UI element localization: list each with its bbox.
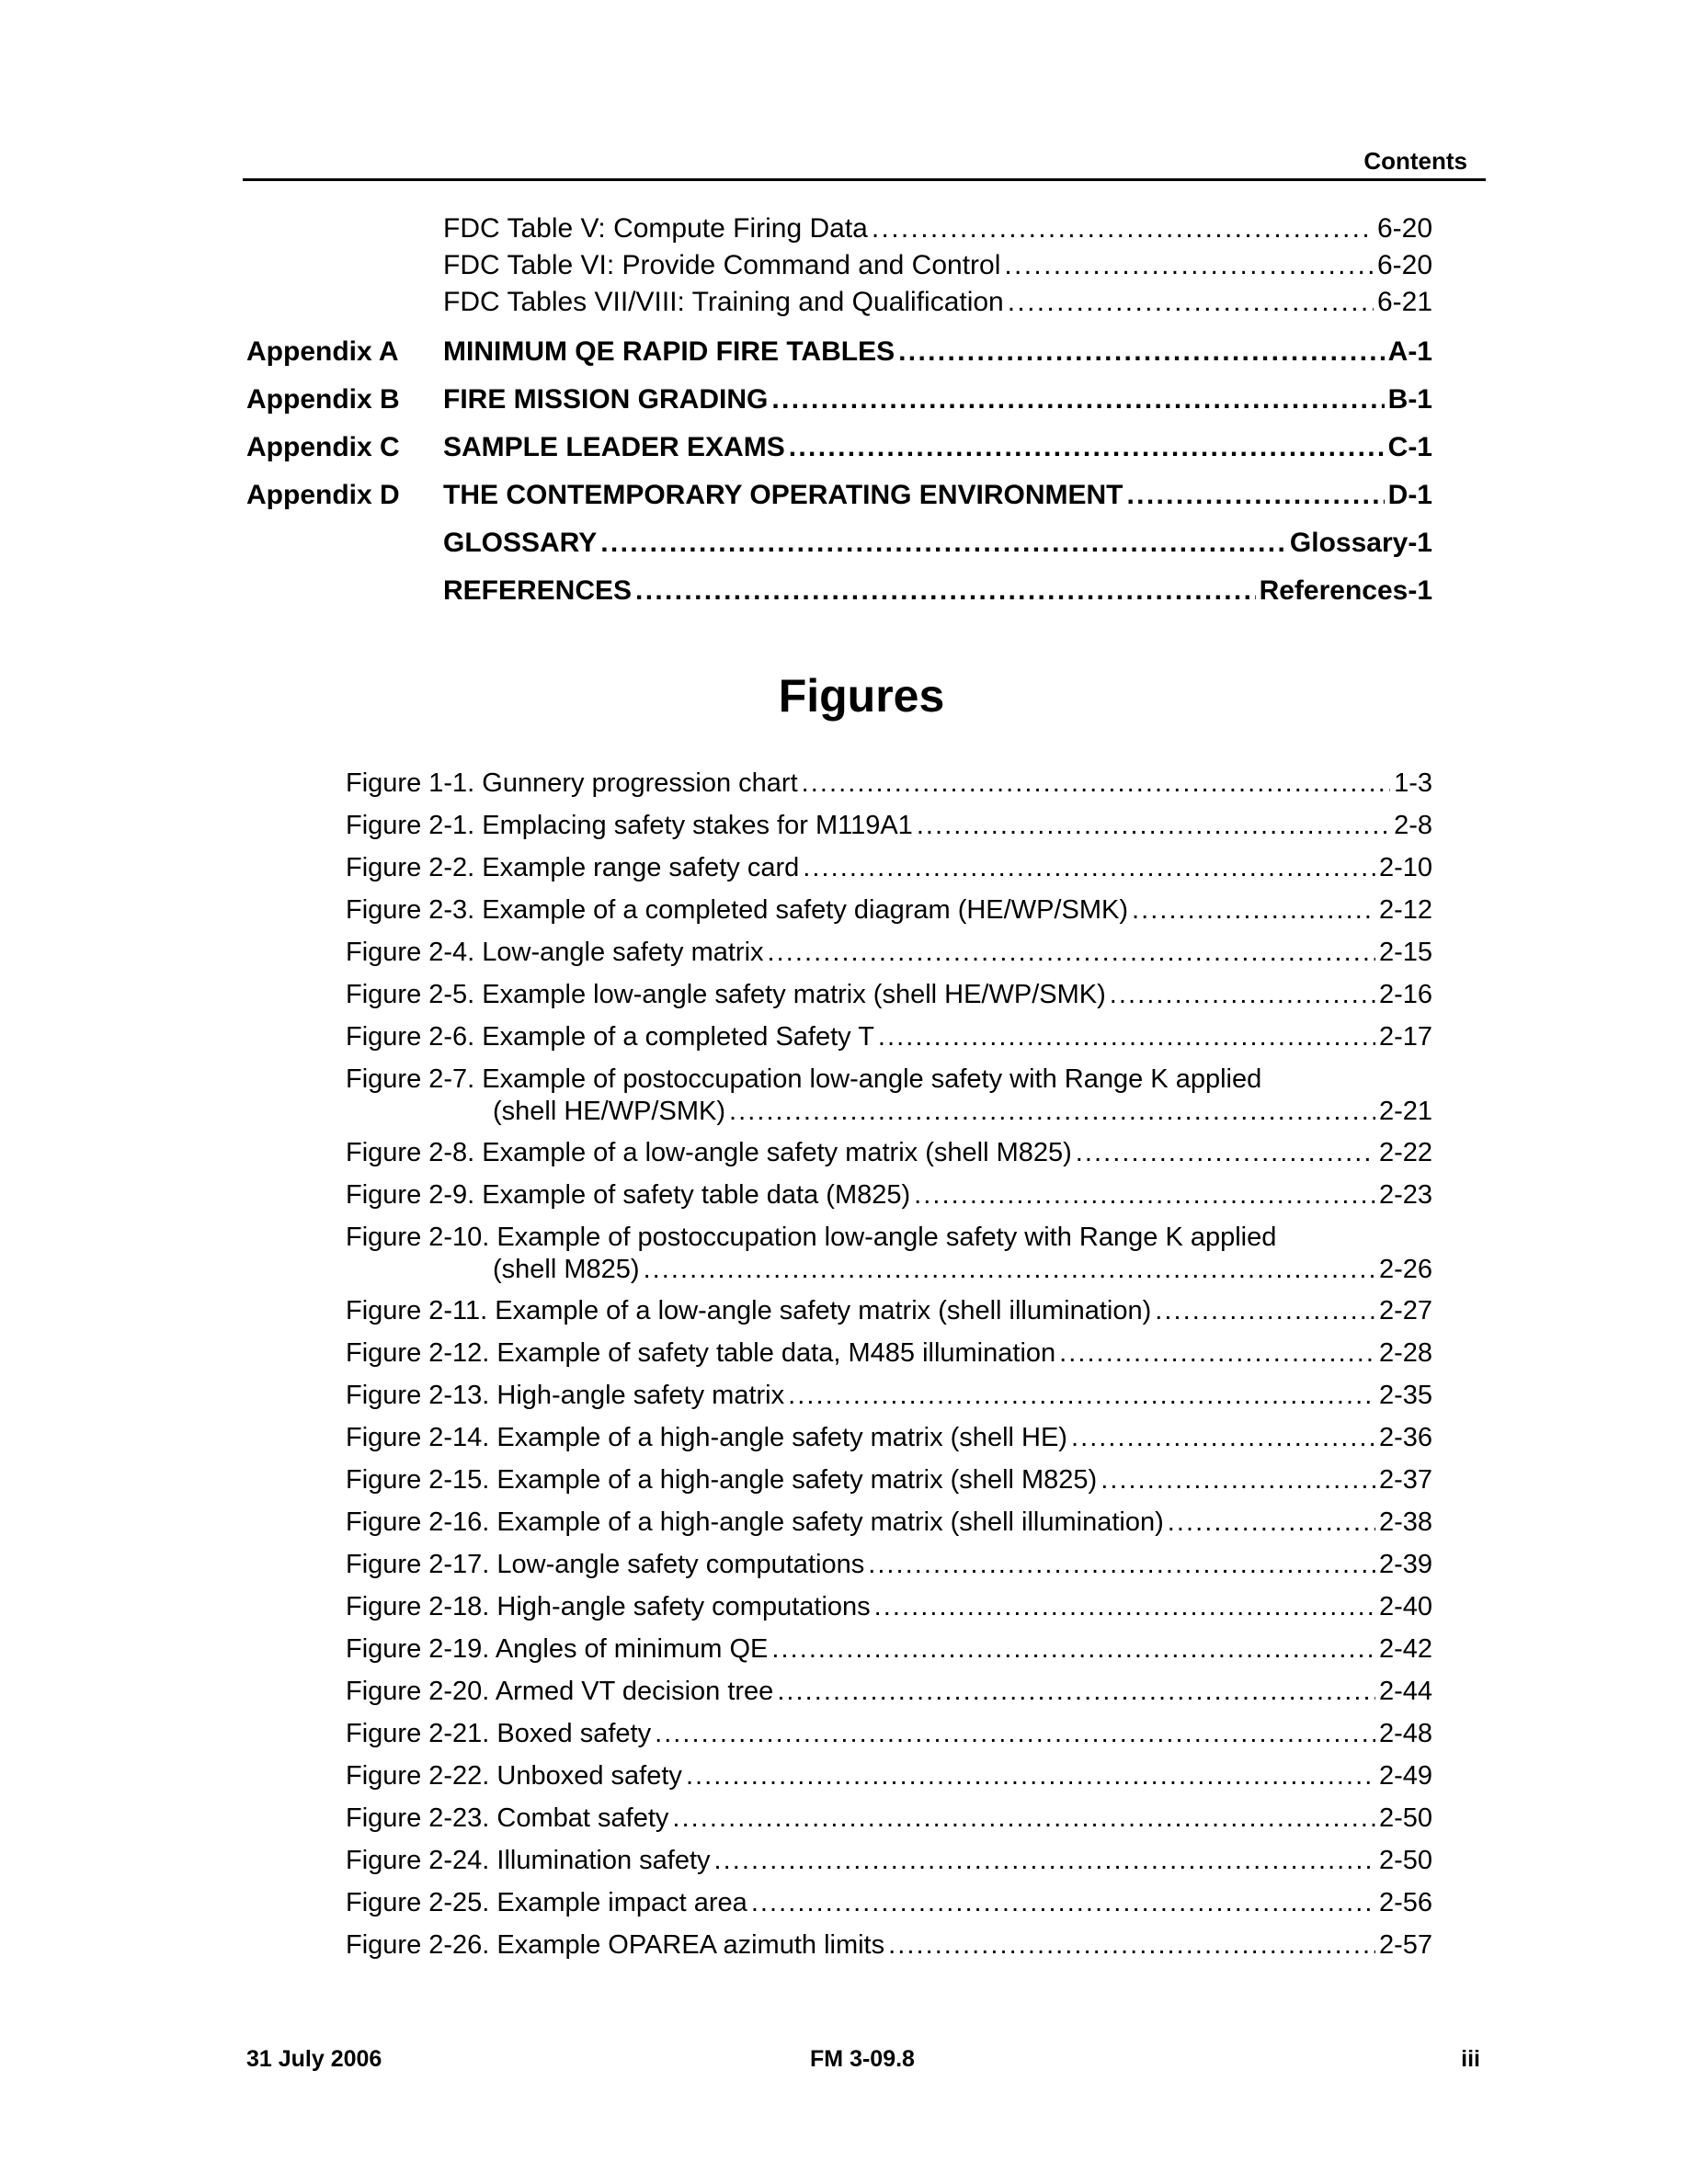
figure-entry-page: 2-48 xyxy=(1378,1719,1432,1748)
toc-entry-page: Glossary-1 xyxy=(1289,528,1432,558)
figure-entry-page: 2-23 xyxy=(1378,1180,1432,1210)
figure-entry-title: Figure 2-11. Example of a low-angle safety matrix (shell illumination) xyxy=(346,1296,1152,1325)
toc-entry-page: 6-20 xyxy=(1376,213,1432,244)
figure-entry[interactable] xyxy=(346,1634,1432,1665)
figure-entry-title: Figure 2-21. Boxed safety xyxy=(346,1719,652,1748)
figure-entry[interactable] xyxy=(346,1803,1432,1834)
dot-leader xyxy=(768,938,1375,968)
toc-entry-title: THE CONTEMPORARY OPERATING ENVIRONMENT xyxy=(443,480,1123,510)
toc-entry-glossary[interactable] xyxy=(443,528,1432,559)
figure-entry-title: Figure 2-26. Example OPAREA azimuth limits xyxy=(346,1930,885,1960)
figure-entry-title: Figure 2-7. Example of postoccupation low-angle safety with Range K applied xyxy=(346,1064,1262,1094)
toc-entry-title: FDC Table VI: Provide Command and Control xyxy=(443,250,1001,280)
figure-entry[interactable] xyxy=(346,1761,1432,1792)
figure-entry-page: 2-40 xyxy=(1378,1592,1432,1621)
figure-entry-page: 2-35 xyxy=(1378,1381,1432,1410)
figure-entry-page: 2-44 xyxy=(1378,1677,1432,1706)
figure-entry[interactable] xyxy=(346,1138,1432,1168)
appendix-label: Appendix A xyxy=(246,336,399,367)
toc-entry-appendix-d[interactable] xyxy=(443,480,1432,511)
figure-entry[interactable] xyxy=(346,853,1432,883)
figure-entry[interactable] xyxy=(346,938,1432,968)
figure-entry[interactable] xyxy=(346,1223,1432,1285)
dot-leader xyxy=(917,811,1390,841)
dot-leader xyxy=(777,1677,1375,1707)
figure-entry-page: 2-38 xyxy=(1378,1507,1432,1537)
figure-entry-title: Figure 2-20. Armed VT decision tree xyxy=(346,1677,774,1706)
figure-entry-title: Figure 2-10. Example of postoccupation low-angle safety with Range K applied xyxy=(346,1223,1277,1252)
dot-leader xyxy=(803,853,1375,883)
figure-entry-title: Figure 2-18. High-angle safety computations xyxy=(346,1592,871,1621)
figure-entry-title: Figure 2-13. High-angle safety matrix xyxy=(346,1381,785,1410)
figure-entry[interactable] xyxy=(346,1465,1432,1496)
figure-entry-page: 2-50 xyxy=(1378,1846,1432,1875)
dot-leader xyxy=(600,528,1286,559)
dot-leader xyxy=(1168,1507,1375,1538)
figure-entry-page: 2-21 xyxy=(1378,1097,1432,1126)
dot-leader xyxy=(874,1592,1375,1622)
figure-entry-title: Figure 2-12. Example of safety table data, M485 illumination xyxy=(346,1338,1056,1368)
dot-leader xyxy=(1126,480,1384,511)
figure-entry-title: Figure 1-1. Gunnery progression chart xyxy=(346,768,798,798)
appendix-label: Appendix C xyxy=(246,432,400,462)
dot-leader xyxy=(672,1803,1375,1834)
figure-entry[interactable] xyxy=(346,1296,1432,1326)
figure-entry-title: Figure 2-25. Example impact area xyxy=(346,1888,747,1917)
figure-entry-page: 2-15 xyxy=(1378,938,1432,967)
dot-leader xyxy=(751,1888,1375,1918)
figure-entry-title: Figure 2-19. Angles of minimum QE xyxy=(346,1634,769,1664)
toc-entry-appendix-b[interactable] xyxy=(443,384,1432,415)
dot-leader xyxy=(1004,250,1374,281)
toc-entry-title: MINIMUM QE RAPID FIRE TABLES xyxy=(443,336,895,367)
figure-entry[interactable] xyxy=(346,1180,1432,1211)
toc-entry-page: D-1 xyxy=(1387,480,1432,510)
dot-leader xyxy=(644,1255,1375,1285)
toc-entry-appendix-a[interactable] xyxy=(443,336,1432,368)
dot-leader xyxy=(771,1634,1375,1665)
toc-entry-page: 6-21 xyxy=(1376,287,1432,317)
figure-entry[interactable] xyxy=(346,895,1432,926)
figure-entry[interactable] xyxy=(346,980,1432,1010)
dot-leader xyxy=(898,336,1385,368)
dot-leader xyxy=(789,432,1385,463)
toc-entry-references[interactable] xyxy=(443,575,1432,607)
figure-entry[interactable] xyxy=(346,1677,1432,1707)
dot-leader xyxy=(714,1846,1375,1876)
toc-entry-title: FDC Tables VII/VIII: Training and Qualification xyxy=(443,287,1004,317)
dot-leader xyxy=(1076,1138,1375,1168)
dot-leader xyxy=(802,768,1390,799)
figure-entry-title: Figure 2-24. Illumination safety xyxy=(346,1846,711,1875)
dot-leader xyxy=(1132,895,1375,926)
dot-leader xyxy=(888,1930,1375,1961)
figure-entry-title: Figure 2-2. Example range safety card xyxy=(346,853,800,882)
footer-page-number: iii xyxy=(1461,2046,1480,2072)
running-header-title: Contents xyxy=(1363,147,1467,175)
figure-entry-title: Figure 2-15. Example of a high-angle safety matrix (shell M825) xyxy=(346,1465,1098,1495)
figure-entry-page: 2-49 xyxy=(1378,1761,1432,1791)
toc-entry-page: References-1 xyxy=(1259,575,1432,606)
figure-entry[interactable] xyxy=(346,1888,1432,1918)
figure-entry-page: 2-57 xyxy=(1378,1930,1432,1960)
figure-entry-page: 2-28 xyxy=(1378,1338,1432,1368)
figure-entry[interactable] xyxy=(346,768,1432,799)
figure-entry[interactable] xyxy=(346,1338,1432,1369)
dot-leader xyxy=(729,1097,1375,1127)
figure-entry-title: Figure 2-6. Example of a completed Safety T xyxy=(346,1022,874,1052)
dot-leader xyxy=(686,1761,1375,1792)
figure-entry-title-continued: (shell M825) xyxy=(493,1255,640,1284)
figure-entry-title: Figure 2-3. Example of a completed safety diagram (HE/WP/SMK) xyxy=(346,895,1128,925)
toc-entry[interactable] xyxy=(443,213,1432,245)
figure-entry-title: Figure 2-14. Example of a high-angle safety matrix (shell HE) xyxy=(346,1423,1067,1452)
dot-leader xyxy=(1110,980,1375,1010)
figure-entry-page: 2-10 xyxy=(1378,853,1432,882)
figure-entry-page: 2-36 xyxy=(1378,1423,1432,1452)
figure-entry-title: Figure 2-16. Example of a high-angle safety matrix (shell illumination) xyxy=(346,1507,1164,1537)
toc-entry-title: SAMPLE LEADER EXAMS xyxy=(443,432,785,462)
header-rule xyxy=(243,178,1486,181)
dot-leader xyxy=(655,1719,1375,1749)
toc-entry-page: B-1 xyxy=(1387,384,1432,415)
figure-entry[interactable] xyxy=(346,811,1432,841)
figure-entry-title: Figure 2-5. Example low-angle safety matrix (shell HE/WP/SMK) xyxy=(346,980,1106,1009)
figure-entry-title: Figure 2-23. Combat safety xyxy=(346,1803,669,1833)
figure-entry-title: Figure 2-8. Example of a low-angle safety matrix (shell M825) xyxy=(346,1138,1072,1167)
figure-entry-title-continued: (shell HE/WP/SMK) xyxy=(493,1097,725,1126)
footer-date: 31 July 2006 xyxy=(246,2046,382,2072)
toc-entry-title: REFERENCES xyxy=(443,575,633,606)
figure-entry-page: 2-12 xyxy=(1378,895,1432,925)
dot-leader xyxy=(872,213,1374,245)
toc-entry-appendix-c[interactable] xyxy=(443,432,1432,463)
toc-entry[interactable] xyxy=(443,287,1432,318)
dot-leader xyxy=(914,1180,1375,1211)
figure-entry[interactable] xyxy=(346,1550,1432,1580)
figure-entry-title: Figure 2-17. Low-angle safety computations xyxy=(346,1550,865,1579)
figure-entry[interactable] xyxy=(346,1064,1432,1127)
dot-leader xyxy=(1071,1423,1375,1453)
figure-entry-title: Figure 2-9. Example of safety table data (M825) xyxy=(346,1180,911,1210)
dot-leader xyxy=(635,575,1256,607)
dot-leader xyxy=(878,1022,1375,1052)
dot-leader xyxy=(771,384,1384,415)
figure-entry-page: 2-26 xyxy=(1378,1255,1432,1284)
figure-entry[interactable] xyxy=(346,1719,1432,1749)
toc-entry-title: FDC Table V: Compute Firing Data xyxy=(443,213,868,244)
figure-entry-title: Figure 2-1. Emplacing safety stakes for M119A1 xyxy=(346,811,913,840)
figure-entry[interactable] xyxy=(346,1592,1432,1622)
dot-leader xyxy=(1059,1338,1375,1369)
figure-entry[interactable] xyxy=(346,1930,1432,1961)
figure-entry[interactable] xyxy=(346,1423,1432,1453)
figure-entry-page: 2-27 xyxy=(1378,1296,1432,1325)
figure-entry-page: 2-37 xyxy=(1378,1465,1432,1495)
toc-entry-title: FIRE MISSION GRADING xyxy=(443,384,769,415)
figure-entry-page: 2-22 xyxy=(1378,1138,1432,1167)
toc-entry-page: 6-20 xyxy=(1376,250,1432,280)
dot-leader xyxy=(1101,1465,1375,1496)
toc-entry[interactable] xyxy=(443,250,1432,281)
figure-entry[interactable] xyxy=(346,1381,1432,1411)
appendix-label: Appendix D xyxy=(246,480,400,510)
figure-entry[interactable] xyxy=(346,1846,1432,1876)
figure-entry-page: 2-17 xyxy=(1378,1022,1432,1052)
figure-entry[interactable] xyxy=(346,1507,1432,1538)
figure-entry-page: 1-3 xyxy=(1394,768,1432,798)
figure-entry-page: 2-56 xyxy=(1378,1888,1432,1917)
figure-entry-page: 2-16 xyxy=(1378,980,1432,1009)
figure-entry-page: 2-8 xyxy=(1394,811,1432,840)
dot-leader xyxy=(1155,1296,1375,1326)
figure-entry-title: Figure 2-22. Unboxed safety xyxy=(346,1761,682,1791)
figure-entry-page: 2-50 xyxy=(1378,1803,1432,1833)
toc-entry-page: A-1 xyxy=(1387,336,1432,367)
figure-entry-title: Figure 2-4. Low-angle safety matrix xyxy=(346,938,764,967)
figure-entry-page: 2-42 xyxy=(1378,1634,1432,1664)
toc-entry-title: GLOSSARY xyxy=(443,528,598,558)
appendix-label: Appendix B xyxy=(246,384,400,415)
dot-leader xyxy=(868,1550,1375,1580)
figure-entry[interactable] xyxy=(346,1022,1432,1052)
toc-entry-page: C-1 xyxy=(1387,432,1432,462)
dot-leader xyxy=(1008,287,1374,318)
figure-entry-page: 2-39 xyxy=(1378,1550,1432,1579)
figures-heading: Figures xyxy=(778,670,945,722)
dot-leader xyxy=(788,1381,1375,1411)
footer-document-number: FM 3-09.8 xyxy=(810,2046,915,2072)
